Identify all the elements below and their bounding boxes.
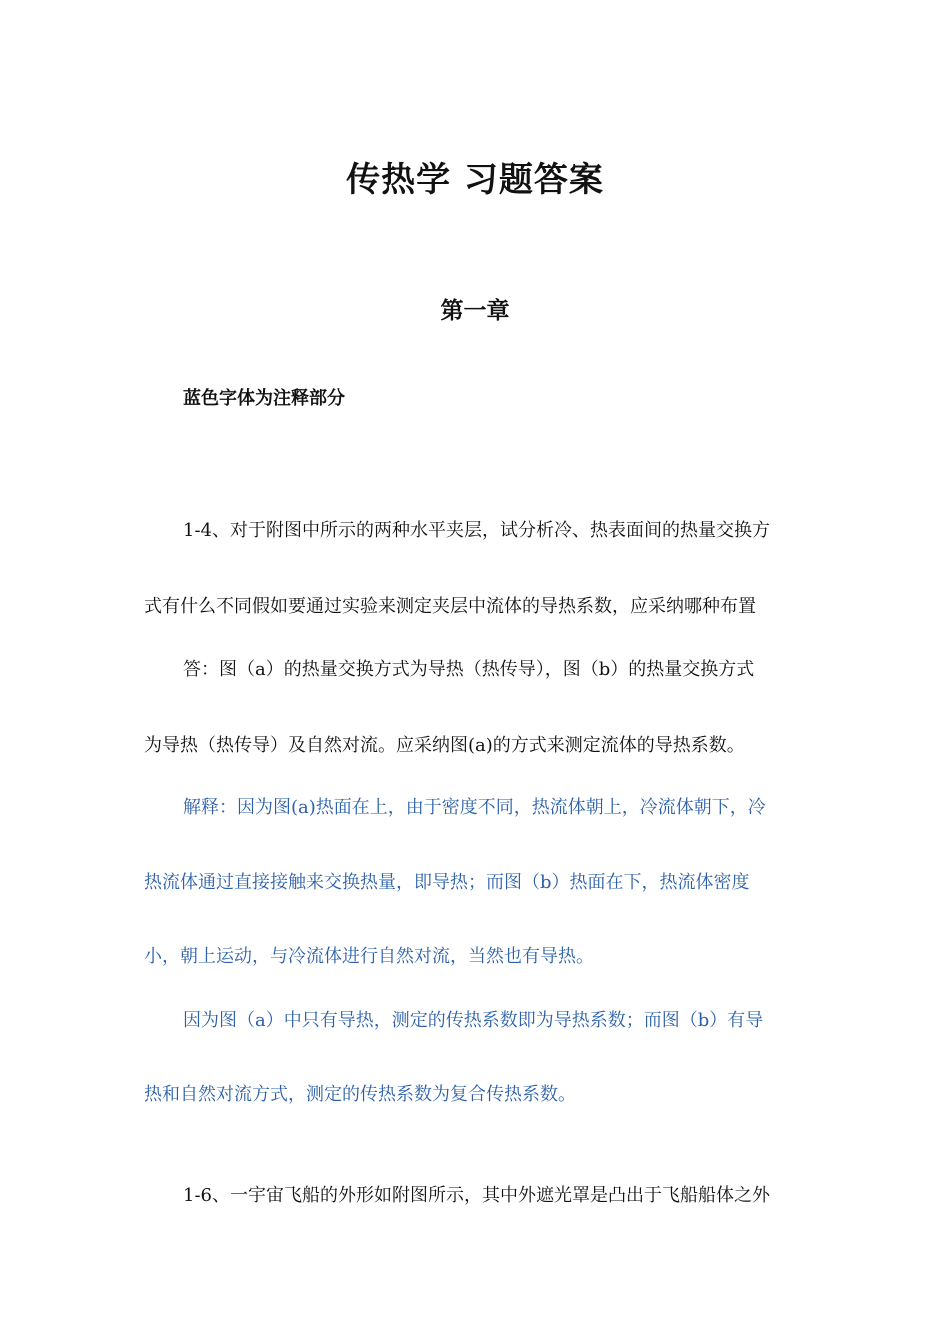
question-1-4-line-1: 1-4、对于附图中所示的两种水平夹层，试分析冷、热表面间的热量交换方 xyxy=(183,520,770,541)
answer-line-2: 为导热（热传导）及自然对流。应采纳图(a)的方式来测定流体的导热系数。 xyxy=(144,735,745,756)
answer-line-1: 答：图（a）的热量交换方式为导热（热传导），图（b）的热量交换方式 xyxy=(183,659,755,680)
explanation-2-line-2: 热和自然对流方式，测定的传热系数为复合传热系数。 xyxy=(144,1084,576,1105)
explanation-1-line-3: 小，朝上运动，与冷流体进行自然对流，当然也有导热。 xyxy=(144,946,594,967)
question-1-6-line-1: 1-6、一宇宙飞船的外形如附图所示，其中外遮光罩是凸出于飞船船体之外 xyxy=(183,1185,770,1206)
explanation-2-line-1: 因为图（a）中只有导热，测定的传热系数即为导热系数；而图（b）有导 xyxy=(183,1010,764,1031)
explanation-1-line-2: 热流体通过直接接触来交换热量，即导热；而图（b）热面在下，热流体密度 xyxy=(144,872,750,893)
question-1-4-line-2: 式有什么不同假如要通过实验来测定夹层中流体的导热系数，应采纳哪种布置 xyxy=(144,596,756,617)
document-title: 传热学 习题答案 xyxy=(346,160,604,200)
annotation-note: 蓝色字体为注释部分 xyxy=(183,388,345,409)
explanation-1-line-1: 解释：因为图(a)热面在上，由于密度不同，热流体朝上，冷流体朝下，冷 xyxy=(183,797,766,818)
chapter-heading: 第一章 xyxy=(440,297,510,324)
